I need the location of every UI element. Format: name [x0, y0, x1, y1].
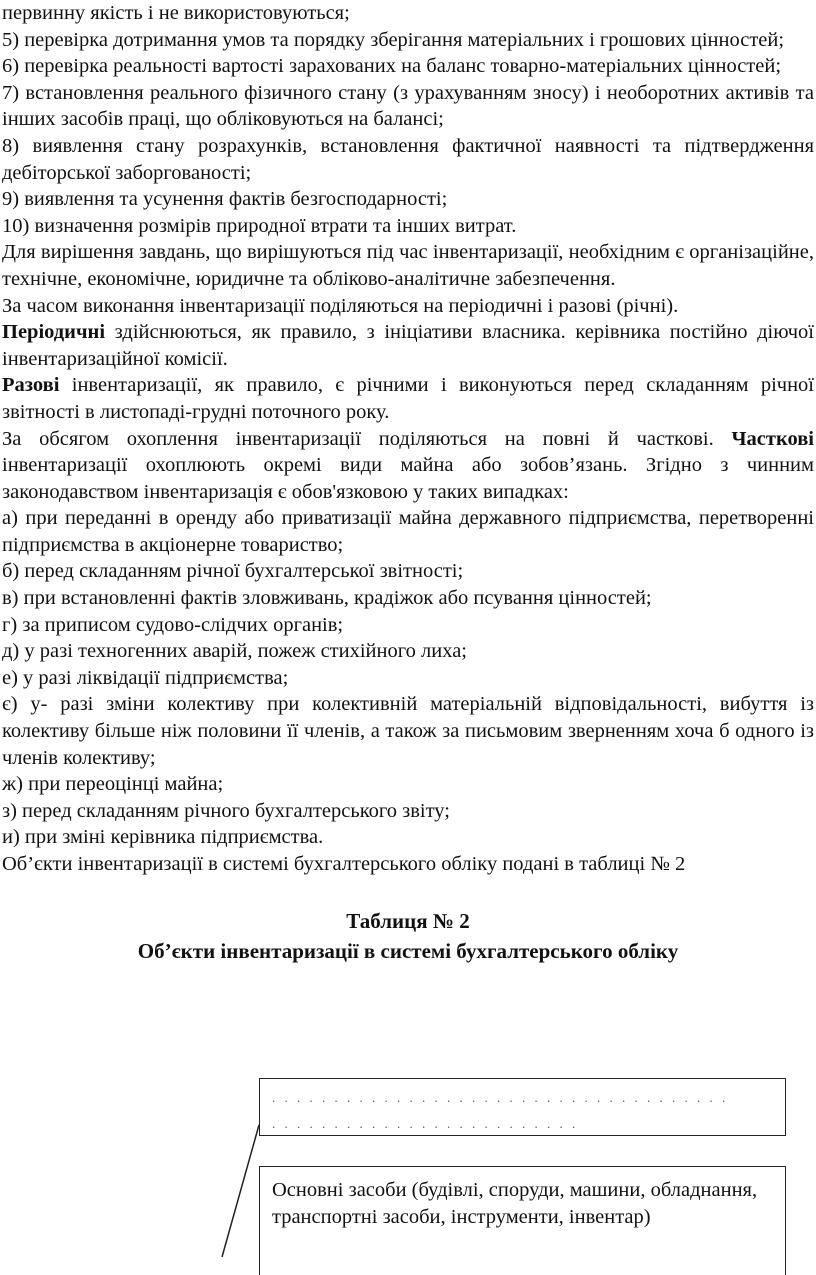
list-item: з) перед складанням річного бухгалтерського звіту; — [2, 799, 450, 822]
list-item: е) у разі ліквідації підприємства; — [2, 666, 289, 689]
list-item: и) при зміні керівника підприємства. — [2, 826, 324, 849]
illegible-text: . . . . . . . . . . . . . . . . . . . . . . . . . . . . . . . . . . . . . — [272, 1090, 729, 1105]
paragraph: 5) перевірка дотримання умов та порядку зберігання матеріальних і грошових цінностей; — [2, 28, 785, 51]
list-item: г) за приписом судово-слідчих органів; — [2, 613, 344, 636]
list-item: ж) при переоцінці майна; — [2, 773, 224, 796]
list-item: в) при встановленні фактів зловживань, крадіжок або псування цінностей; — [2, 587, 652, 610]
paragraph: 10) визначення розмірів природної втрати та інших витрат. — [2, 214, 517, 237]
illegible-text: . . . . . . . . . . . . . . . . . . . . . . . . . — [272, 1116, 579, 1131]
connector-line — [222, 1125, 259, 1257]
paragraph: Для вирішення завдань, що вирішуються під час інвентаризації, необхідним є організаційне, технічне, економічне, юридичне та обліково-аналітичне забезпечення. — [2, 241, 814, 290]
bold-term: Часткові — [731, 427, 814, 450]
bold-term: Періодичні — [2, 321, 106, 344]
list-item: а) при переданні в оренду або приватизації майна державного підприємства, перетворенні підприємства в акціонерне товариство; — [2, 507, 814, 556]
paragraph: Об’єкти інвентаризації в системі бухгалтерського обліку подані в таблиці № 2 — [2, 853, 686, 875]
box-text: Основні засоби (будівлі, споруди, машини, обладнання, транспортні засоби, інструменти, інвентар) — [272, 1179, 758, 1228]
paragraph: 8) виявлення стану розрахунків, встановлення фактичної наявності та підтвердження дебіторської заборгованості; — [2, 134, 814, 184]
paragraph: 9) виявлення та усунення фактів безгосподарності; — [2, 188, 448, 211]
list-item: д) у разі техногенних аварій, пожеж стихійного лиха; — [2, 640, 467, 663]
paragraph-text: інвентаризації, як правило, є річними і виконуються перед складанням річної звітності в листопаді-грудні поточного року. — [2, 374, 814, 423]
paragraph: 7) встановлення реального фізичного стану (з урахуванням зносу) і необоротних активів та інших засобів праці, що обліковуються на балансі; — [2, 81, 814, 131]
list-item: є) у- разі зміни колективу при колективній матеріальній відповідальності, вибуття із колективу більше ніж половини її членів, а також за письмовим зверненням хоча б одного із членів колективу; — [2, 693, 814, 769]
bold-term: Разові — [2, 374, 60, 397]
table-title: Об’єкти інвентаризації в системі бухгалтерського обліку — [137, 938, 679, 963]
paragraph-text: інвентаризації охоплюють окремі види майна або зобов’язань. Згідно з чинним законодавством інвентаризація є обов'язковою у таких випадках: — [2, 454, 814, 503]
paragraph: первинну якість і не використовуються; — [2, 2, 350, 24]
paragraph-text: здійснюються, як правило, з ініціативи власника. керівника постійно діючої інвентаризаційної комісії. — [2, 321, 814, 370]
paragraph: 6) перевірка реальності вартості зарахованих на баланс товарно-матеріальних цінностей; — [2, 55, 782, 78]
paragraph: За часом виконання інвентаризації поділяються на періодичні і разові (річні). — [2, 294, 679, 317]
list-item: б) перед складанням річної бухгалтерської звітності; — [2, 560, 464, 583]
paragraph-text: За обсягом охоплення інвентаризації поділяються на повні й часткові. — [2, 427, 732, 450]
table-number: Таблиця № 2 — [346, 908, 470, 933]
